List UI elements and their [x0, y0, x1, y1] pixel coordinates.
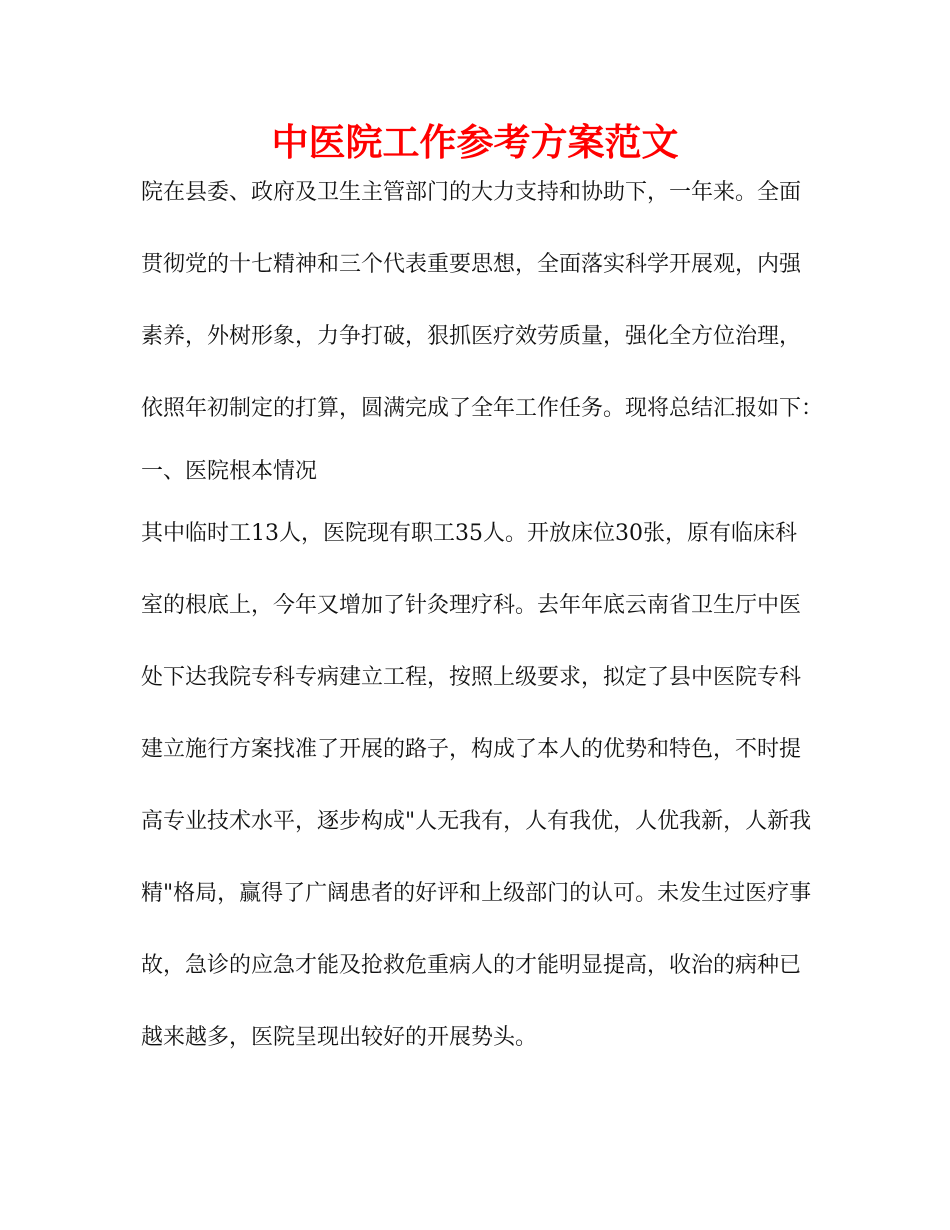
section-heading: 一、医院根本情况: [141, 459, 318, 484]
body-line: 高专业技术水平，逐步构成"人无我有，人有我优，人优我新，人新我: [141, 809, 812, 834]
body-line: 室的根底上，今年又增加了针灸理疗科。去年年底云南省卫生厅中医: [141, 593, 802, 618]
body-line: 处下达我院专科专病建立工程，按照上级要求，拟定了县中医院专科: [141, 665, 802, 690]
body-line: 故，急诊的应急才能及抢救危重病人的才能明显提高，收治的病种已: [141, 953, 802, 978]
body-line: 越来越多，医院呈现出较好的开展势头。: [141, 1025, 538, 1050]
body-line: 依照年初制定的打算，圆满完成了全年工作任务。现将总结汇报如下：: [141, 396, 824, 421]
document-title: 中医院工作参考方案范文: [271, 121, 679, 164]
body-line: 贯彻党的十七精神和三个代表重要思想，全面落实科学开展观，内强: [141, 252, 802, 277]
body-line: 院在县委、政府及卫生主管部门的大力支持和协助下，一年来。全面: [141, 180, 802, 205]
body-line: 精"格局，赢得了广阔患者的好评和上级部门的认可。未发生过医疗事: [141, 881, 812, 906]
body-line: 建立施行方案找准了开展的路子，构成了本人的优势和特色，不时提: [141, 737, 802, 762]
body-line: 其中临时工13人，医院现有职工35人。开放床位30张，原有临床科: [141, 521, 797, 546]
body-line: 素养，外树形象，力争打破，狠抓医疗效劳质量，强化全方位治理，: [141, 324, 802, 349]
